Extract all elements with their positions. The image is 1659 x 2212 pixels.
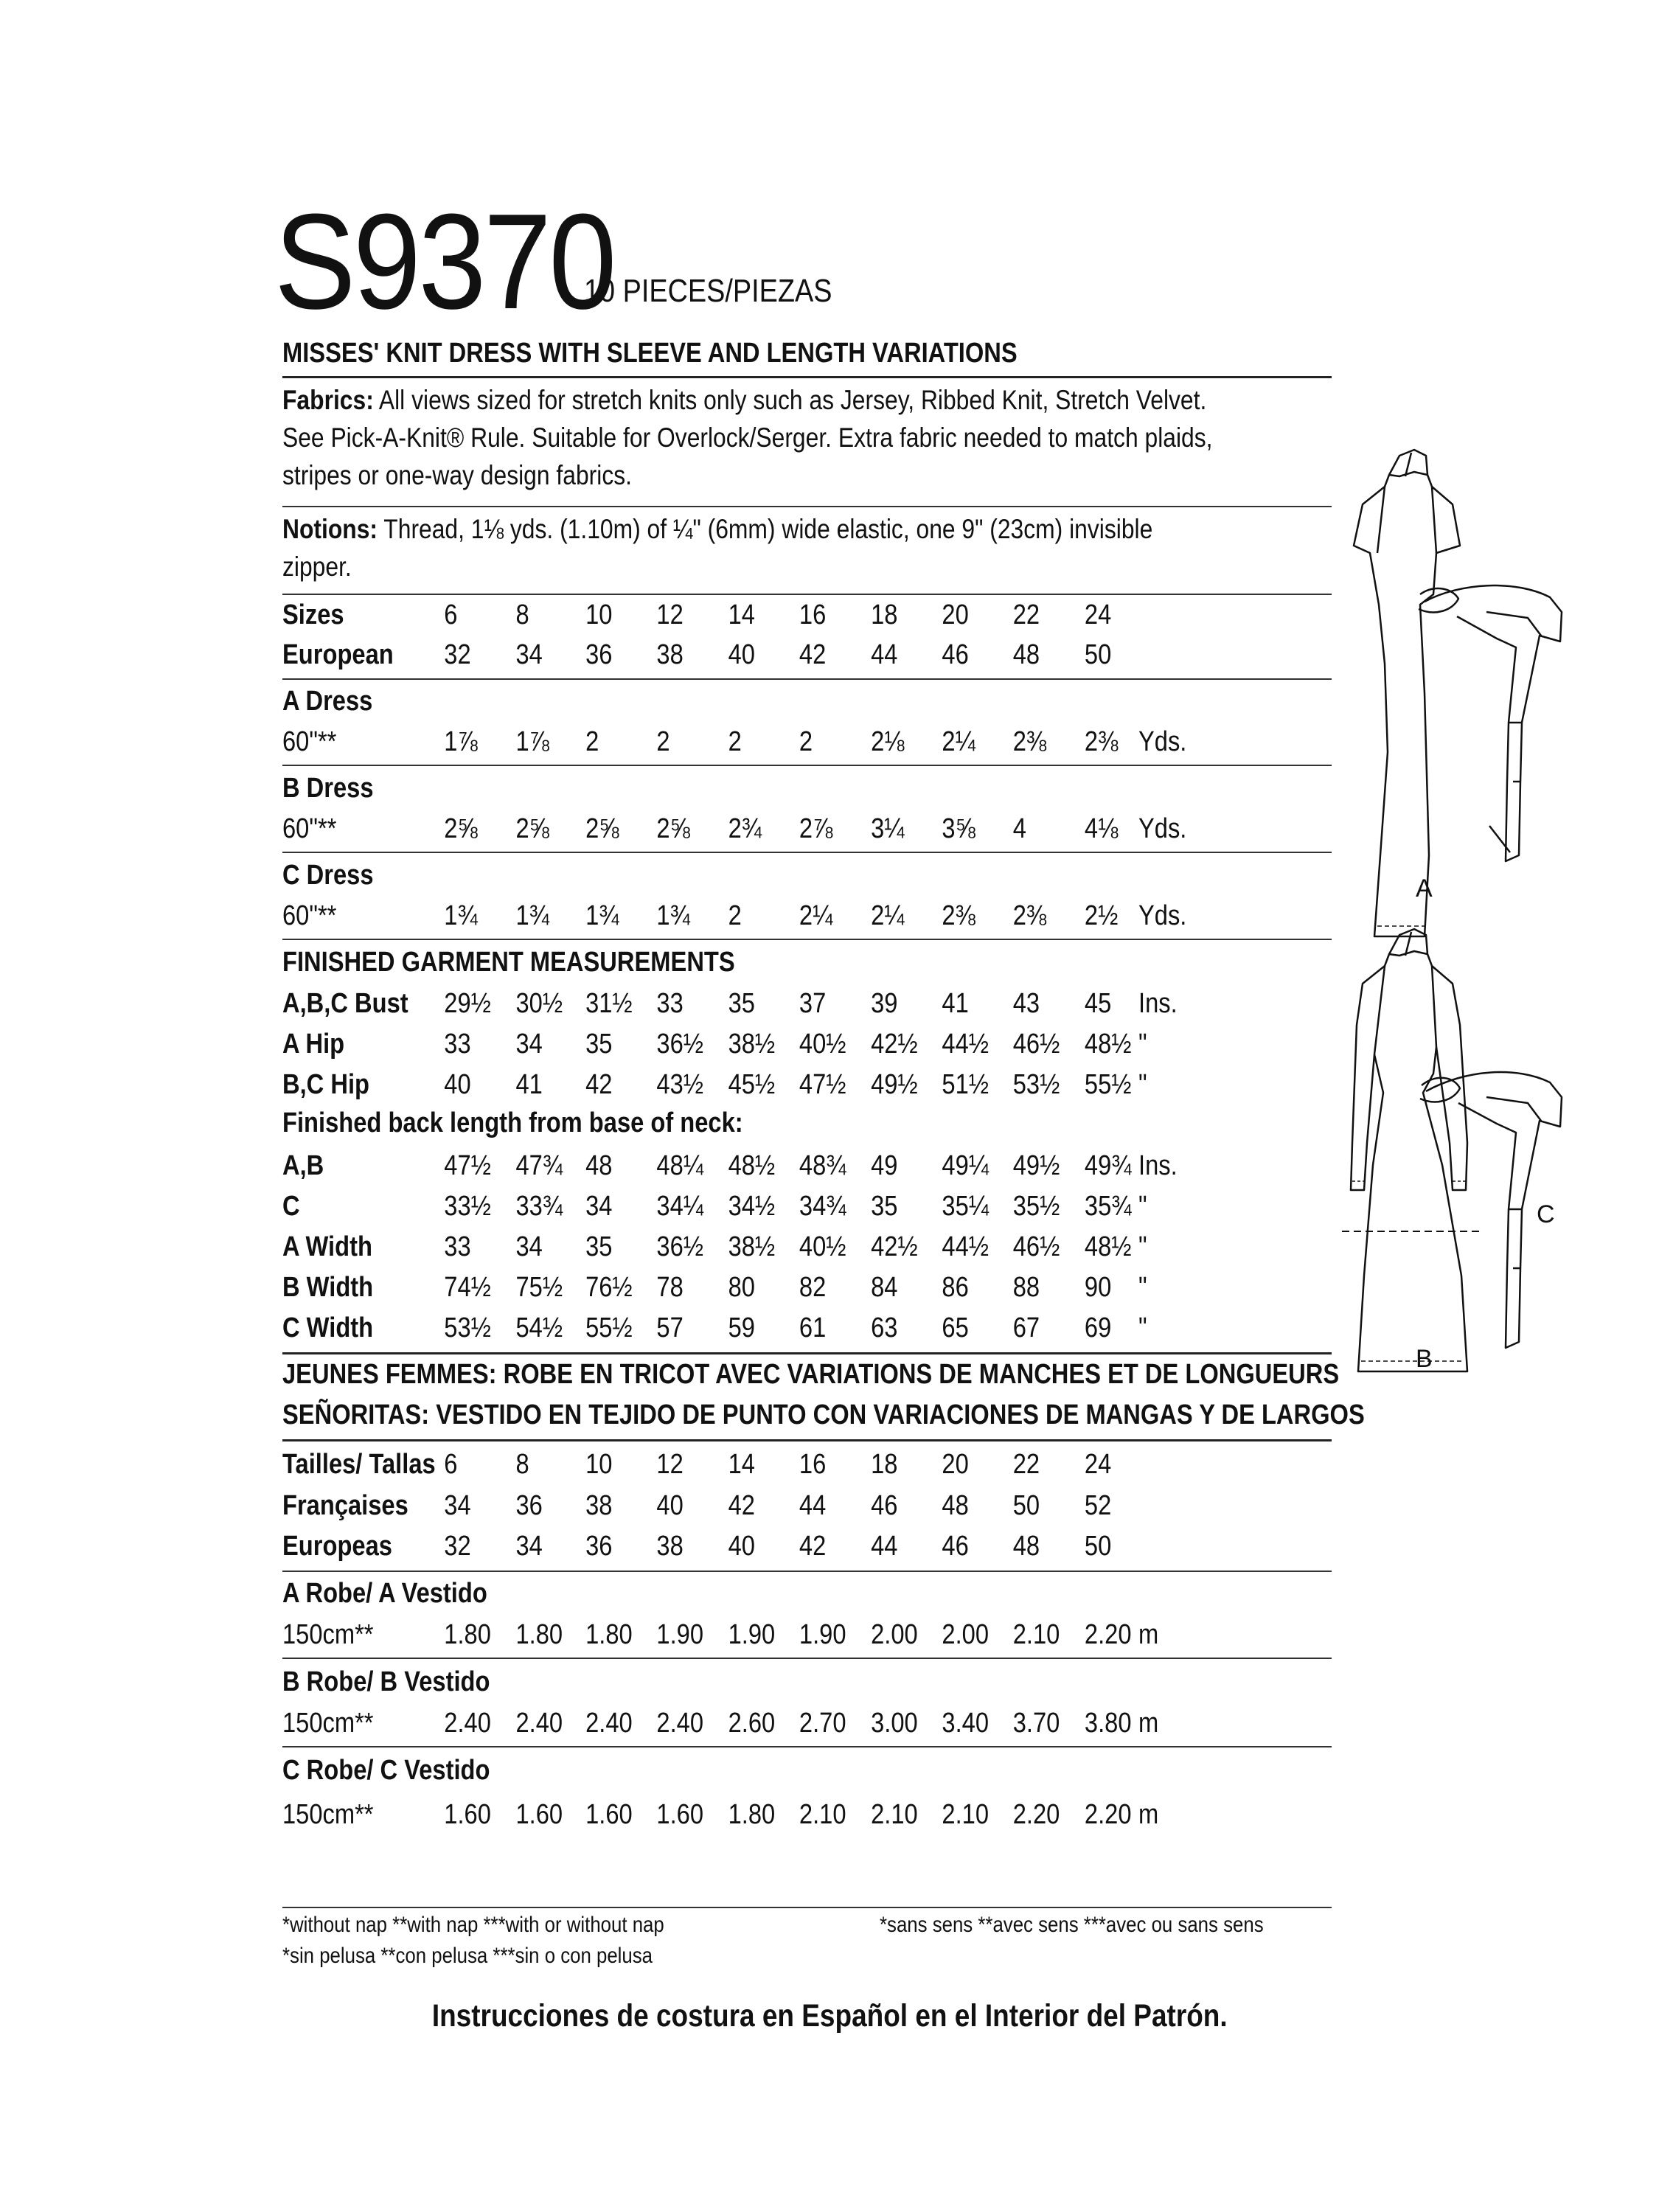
table-cell: 49 [871, 1150, 898, 1181]
unit-label: m [1138, 1708, 1159, 1739]
table-cell: 36½ [656, 1231, 704, 1262]
table-cell: 34 [515, 639, 543, 670]
view-a-raglan-seams [1377, 487, 1436, 553]
table-cell: 1.80 [444, 1619, 491, 1650]
table-cell: 1.80 [515, 1619, 563, 1650]
table-cell: 3⅝ [942, 813, 975, 844]
table-cell: 16 [799, 1449, 827, 1480]
table-cell: 57 [656, 1312, 684, 1343]
table-cell: 2⅝ [444, 813, 478, 844]
table-cell: 10 [585, 1449, 613, 1480]
unit-label: Yds. [1138, 726, 1187, 757]
divider [282, 1907, 1332, 1908]
table-cell: 45½ [728, 1069, 776, 1100]
divider [282, 1439, 1332, 1441]
table-cell: 2¼ [799, 900, 833, 931]
table-cell: 22 [1012, 1449, 1040, 1480]
unit-label: m [1138, 1619, 1159, 1650]
spanish-instructions-note: Instrucciones de costura en Español en el Interior del Patrón. [431, 1998, 1228, 2034]
table-cell: 52 [1084, 1490, 1112, 1521]
view-c-label: C [1537, 1200, 1555, 1228]
table-cell: 8 [515, 1449, 529, 1480]
table-cell: 1.80 [585, 1619, 633, 1650]
notions-section [282, 510, 1152, 585]
table-cell: 42½ [871, 1029, 918, 1060]
table-cell: 80 [728, 1272, 755, 1303]
table-cell: 6 [444, 1449, 458, 1480]
table-cell: 54½ [515, 1312, 563, 1343]
table-cell: 29½ [444, 988, 491, 1019]
table-cell: 2.00 [942, 1619, 990, 1650]
table-cell: 82 [799, 1272, 827, 1303]
table-cell: 35 [585, 1029, 613, 1060]
table-cell: 42 [799, 639, 827, 670]
table-cell: 2⅝ [515, 813, 549, 844]
table-cell: 43 [1012, 988, 1040, 1019]
unit-label: " [1138, 1191, 1147, 1222]
table-cell: 8 [515, 599, 529, 630]
table-cell: 75½ [515, 1272, 563, 1303]
table-cell: 48¼ [656, 1150, 704, 1181]
row-label: A,B [282, 1150, 324, 1181]
view-a-drawing [1354, 450, 1562, 936]
row-label: B,C Hip [282, 1069, 370, 1100]
table-cell: 36 [515, 1490, 543, 1521]
row-label: C Width [282, 1312, 374, 1343]
table-cell: 61 [799, 1312, 827, 1343]
table-cell: 3¼ [871, 813, 905, 844]
table-cell: 2¾ [728, 813, 762, 844]
title-english: MISSES' KNIT DRESS WITH SLEEVE AND LENGTH VARIATIONS [282, 338, 1018, 369]
table-cell: 3.70 [1012, 1708, 1060, 1739]
row-label: 150cm** [282, 1799, 374, 1830]
table-cell: 44 [871, 639, 898, 670]
table-cell: 1.90 [656, 1619, 704, 1650]
table-cell: 22 [1012, 599, 1040, 630]
table-cell: 37 [799, 988, 827, 1019]
table-cell: 2 [728, 900, 742, 931]
table-cell: 18 [871, 599, 898, 630]
table-cell: 38 [656, 639, 684, 670]
divider [282, 506, 1332, 507]
table-cell: 34¼ [656, 1191, 704, 1222]
table-cell: 1.60 [444, 1799, 491, 1830]
table-cell: 1¾ [444, 900, 478, 931]
view-b-dress-outline [1351, 929, 1467, 1371]
view-a-collar [1389, 472, 1427, 476]
unit-label: " [1138, 1069, 1147, 1100]
table-cell: 2⅜ [1012, 726, 1047, 757]
row-label: European [282, 639, 394, 670]
table-cell: 43½ [656, 1069, 704, 1100]
table-cell: 35 [871, 1191, 898, 1222]
table-cell: 38 [585, 1490, 613, 1521]
table-cell: 16 [799, 599, 827, 630]
table-cell: 84 [871, 1272, 898, 1303]
pattern-number: S9370 [274, 185, 614, 337]
table-cell: 48 [942, 1490, 969, 1521]
table-cell: 41 [515, 1069, 543, 1100]
table-cell: 40 [656, 1490, 684, 1521]
table-cell: 46 [942, 1531, 969, 1562]
fabrics-section [282, 381, 1212, 494]
table-cell: 20 [942, 599, 969, 630]
finished-measurements-heading: FINISHED GARMENT MEASUREMENTS [282, 947, 735, 978]
unit-label: m [1138, 1799, 1159, 1830]
table-cell: 36 [585, 639, 613, 670]
table-cell: 24 [1084, 599, 1112, 630]
table-cell: 3.40 [942, 1708, 990, 1739]
table-cell: 47½ [444, 1150, 491, 1181]
table-cell: 38½ [728, 1231, 776, 1262]
table-cell: 2.10 [871, 1799, 918, 1830]
unit-label: " [1138, 1231, 1147, 1262]
table-cell: 3.00 [871, 1708, 918, 1739]
row-label: 150cm** [282, 1708, 374, 1739]
table-cell: 34 [515, 1231, 543, 1262]
table-cell: 2.00 [871, 1619, 918, 1650]
table-cell: 69 [1084, 1312, 1112, 1343]
table-cell: 42 [585, 1069, 613, 1100]
table-cell: 41 [942, 988, 969, 1019]
table-cell: 42 [799, 1531, 827, 1562]
table-cell: 59 [728, 1312, 755, 1343]
row-label: 60"** [282, 726, 337, 757]
table-cell: 4⅛ [1084, 813, 1119, 844]
table-cell: 2⅝ [585, 813, 619, 844]
table-cell: 40 [728, 1531, 755, 1562]
table-cell: 35½ [1012, 1191, 1060, 1222]
table-cell: 2.10 [942, 1799, 990, 1830]
unit-label: " [1138, 1312, 1147, 1343]
table-cell: 2 [585, 726, 599, 757]
table-cell: 1.60 [656, 1799, 704, 1830]
table-cell: 47½ [799, 1069, 846, 1100]
table-cell: 34 [515, 1531, 543, 1562]
view-a-yardage-heading: A Dress [282, 686, 373, 717]
view-a-metric-heading: A Robe/ A Vestido [282, 1578, 487, 1609]
view-b-raglan-seams [1374, 966, 1436, 1054]
table-cell: 24 [1084, 1449, 1112, 1480]
table-cell: 1.90 [799, 1619, 846, 1650]
table-cell: 32 [444, 1531, 471, 1562]
table-cell: 2⅜ [942, 900, 975, 931]
row-label: Françaises [282, 1490, 408, 1521]
table-cell: 48 [585, 1150, 613, 1181]
table-cell: 2 [799, 726, 813, 757]
table-cell: 14 [728, 599, 755, 630]
table-cell: 1⅞ [444, 726, 478, 757]
table-cell: 40½ [799, 1231, 846, 1262]
table-cell: 12 [656, 1449, 684, 1480]
table-cell: 32 [444, 639, 471, 670]
unit-label: Ins. [1138, 988, 1178, 1019]
view-a-sash-folds [1486, 612, 1541, 852]
table-cell: 1¾ [515, 900, 549, 931]
table-cell: 2.40 [515, 1708, 563, 1739]
notions-label: Notions: [282, 514, 378, 544]
divider [282, 1658, 1332, 1659]
view-b-cutout [1420, 1078, 1460, 1102]
table-cell: 33¾ [515, 1191, 563, 1222]
table-cell: 2¼ [871, 900, 905, 931]
row-label: B Width [282, 1272, 374, 1303]
table-cell: 1.60 [585, 1799, 633, 1830]
table-cell: 12 [656, 599, 684, 630]
table-cell: 1⅞ [515, 726, 549, 757]
table-cell: 38 [656, 1531, 684, 1562]
table-cell: 50 [1012, 1490, 1040, 1521]
table-cell: 18 [871, 1449, 898, 1480]
table-cell: 40 [728, 639, 755, 670]
unit-label: Ins. [1138, 1150, 1178, 1181]
fabrics-line-1: Fabrics: All views sized for stretch knits only such as Jersey, Ribbed Knit, Stretch Velvet. [282, 385, 1207, 415]
table-cell: 46½ [1012, 1029, 1060, 1060]
row-label: 60"** [282, 900, 337, 931]
table-cell: 42½ [871, 1231, 918, 1262]
table-cell: 2.20 [1084, 1619, 1132, 1650]
view-b-metric-heading: B Robe/ B Vestido [282, 1666, 490, 1697]
table-cell: 48½ [1084, 1029, 1132, 1060]
divider [282, 678, 1332, 680]
table-cell: 2.40 [444, 1708, 491, 1739]
view-a-label: A [1416, 874, 1433, 902]
row-label: A,B,C Bust [282, 988, 408, 1019]
table-cell: 2.70 [799, 1708, 846, 1739]
view-b-label: B [1416, 1345, 1433, 1373]
unit-label: " [1138, 1272, 1147, 1303]
fabrics-line-2: See Pick-A-Knit® Rule. Suitable for Overlock/Serger. Extra fabric needed to match plaids, [282, 422, 1213, 453]
table-cell: 53½ [1012, 1069, 1060, 1100]
table-cell: 1¾ [585, 900, 619, 931]
unit-label: Yds. [1138, 900, 1187, 931]
table-cell: 65 [942, 1312, 969, 1343]
table-cell: 33 [444, 1231, 471, 1262]
table-cell: 2⅞ [799, 813, 833, 844]
table-cell: 63 [871, 1312, 898, 1343]
table-cell: 55½ [1084, 1069, 1132, 1100]
table-cell: 44 [871, 1531, 898, 1562]
table-cell: 2⅛ [871, 726, 905, 757]
row-label: 150cm** [282, 1619, 374, 1650]
table-cell: 2.40 [585, 1708, 633, 1739]
row-label: 60"** [282, 813, 337, 844]
divider [282, 376, 1332, 378]
table-cell: 48½ [728, 1150, 776, 1181]
table-cell: 90 [1084, 1272, 1112, 1303]
table-cell: 49½ [1012, 1150, 1060, 1181]
table-cell: 2⅜ [1012, 900, 1047, 931]
table-cell: 33 [656, 988, 684, 1019]
table-cell: 40½ [799, 1029, 846, 1060]
table-cell: 2 [728, 726, 742, 757]
table-cell: 2 [656, 726, 670, 757]
table-cell: 39 [871, 988, 898, 1019]
table-cell: 2.20 [1012, 1799, 1060, 1830]
table-cell: 49¼ [942, 1150, 990, 1181]
view-c-metric-heading: C Robe/ C Vestido [282, 1755, 490, 1786]
row-label: C [282, 1191, 300, 1222]
table-cell: 2⅜ [1084, 726, 1119, 757]
table-cell: 2½ [1084, 900, 1119, 931]
table-cell: 46 [871, 1490, 898, 1521]
table-cell: 1¾ [656, 900, 690, 931]
divider [282, 1746, 1332, 1747]
table-cell: 51½ [942, 1069, 990, 1100]
back-length-heading: Finished back length from base of neck: [282, 1107, 743, 1138]
table-cell: 50 [1084, 1531, 1112, 1562]
view-b-yardage-heading: B Dress [282, 773, 374, 804]
table-cell: 34 [444, 1490, 471, 1521]
title-spanish: SEÑORITAS: VESTIDO EN TEJIDO DE PUNTO CON VARIACIONES DE MANGAS Y DE LARGOS [282, 1399, 1365, 1430]
table-cell: 33 [444, 1029, 471, 1060]
notions-line-1: Notions: Thread, 1⅛ yds. (1.10m) of ¼" (6mm) wide elastic, one 9" (23cm) invisible [282, 514, 1153, 544]
view-a-sash [1425, 585, 1562, 861]
table-cell: 34 [515, 1029, 543, 1060]
table-cell: 38½ [728, 1029, 776, 1060]
table-cell: 2.10 [1012, 1619, 1060, 1650]
table-cell: 42 [728, 1490, 755, 1521]
table-cell: 35¾ [1084, 1191, 1132, 1222]
divider [282, 765, 1332, 766]
fabrics-line-3: stripes or one-way design fabrics. [282, 460, 632, 490]
table-cell: 2⅝ [656, 813, 690, 844]
table-cell: 50 [1084, 639, 1112, 670]
footnote-spanish: *sin pelusa **con pelusa ***sin o con pelusa [282, 1944, 653, 1968]
divider [282, 852, 1332, 853]
view-c-yardage-heading: C Dress [282, 860, 374, 891]
table-cell: 44½ [942, 1029, 990, 1060]
table-cell: 1.80 [728, 1799, 776, 1830]
table-cell: 46½ [1012, 1231, 1060, 1262]
table-cell: 78 [656, 1272, 684, 1303]
table-cell: 31½ [585, 988, 633, 1019]
table-cell: 2.20 [1084, 1799, 1132, 1830]
table-cell: 67 [1012, 1312, 1040, 1343]
table-cell: 3.80 [1084, 1708, 1132, 1739]
title-french: JEUNES FEMMES: ROBE EN TRICOT AVEC VARIATIONS DE MANCHES ET DE LONGUEURS [282, 1359, 1340, 1390]
table-cell: 48 [1012, 1531, 1040, 1562]
table-cell: 88 [1012, 1272, 1040, 1303]
row-label: A Width [282, 1231, 372, 1262]
row-label: A Hip [282, 1029, 345, 1060]
table-cell: 45 [1084, 988, 1112, 1019]
view-a-dress-outline [1354, 450, 1460, 936]
table-cell: 74½ [444, 1272, 491, 1303]
table-cell: 34 [585, 1191, 613, 1222]
row-label: Sizes [282, 599, 344, 630]
table-cell: 4 [1012, 813, 1026, 844]
unit-label: Yds. [1138, 813, 1187, 844]
table-cell: 44 [799, 1490, 827, 1521]
table-cell: 2¼ [942, 726, 975, 757]
table-cell: 35 [728, 988, 755, 1019]
table-cell: 48½ [1084, 1231, 1132, 1262]
table-cell: 34½ [728, 1191, 776, 1222]
table-cell: 40 [444, 1069, 471, 1100]
table-cell: 86 [942, 1272, 969, 1303]
divider [282, 594, 1332, 595]
divider [282, 1571, 1332, 1572]
table-cell: 33½ [444, 1191, 491, 1222]
table-cell: 46 [942, 639, 969, 670]
table-cell: 6 [444, 599, 458, 630]
table-cell: 44½ [942, 1231, 990, 1262]
table-cell: 76½ [585, 1272, 633, 1303]
table-cell: 35¼ [942, 1191, 990, 1222]
divider [282, 1352, 1332, 1354]
table-cell: 55½ [585, 1312, 633, 1343]
row-label: Europeas [282, 1531, 392, 1562]
table-cell: 47¾ [515, 1150, 563, 1181]
table-cell: 14 [728, 1449, 755, 1480]
table-cell: 48 [1012, 639, 1040, 670]
table-cell: 1.90 [728, 1619, 776, 1650]
table-cell: 34¾ [799, 1191, 846, 1222]
table-cell: 2.60 [728, 1708, 776, 1739]
table-cell: 36½ [656, 1029, 704, 1060]
table-cell: 2.10 [799, 1799, 846, 1830]
footnote-english: *without nap **with nap ***with or without nap [282, 1913, 664, 1937]
notions-line-2: zipper. [282, 552, 352, 582]
table-cell: 10 [585, 599, 613, 630]
view-b-collar [1389, 951, 1427, 956]
table-cell: 49½ [871, 1069, 918, 1100]
unit-label: " [1138, 1029, 1147, 1060]
table-cell: 30½ [515, 988, 563, 1019]
table-cell: 36 [585, 1531, 613, 1562]
table-cell: 1.60 [515, 1799, 563, 1830]
view-b-drawing [1342, 929, 1562, 1371]
table-cell: 49¾ [1084, 1150, 1132, 1181]
fabrics-label: Fabrics: [282, 385, 374, 415]
table-cell: 20 [942, 1449, 969, 1480]
table-cell: 35 [585, 1231, 613, 1262]
table-cell: 48¾ [799, 1150, 846, 1181]
technical-drawings [1342, 442, 1563, 1394]
footnote-french: *sans sens **avec sens ***avec ou sans sens [880, 1913, 1264, 1937]
row-label: Tailles/ Tallas [282, 1449, 436, 1480]
table-cell: 53½ [444, 1312, 491, 1343]
pieces-count: 10 PIECES/PIEZAS [584, 273, 832, 309]
table-cell: 2.40 [656, 1708, 704, 1739]
divider [282, 939, 1332, 940]
